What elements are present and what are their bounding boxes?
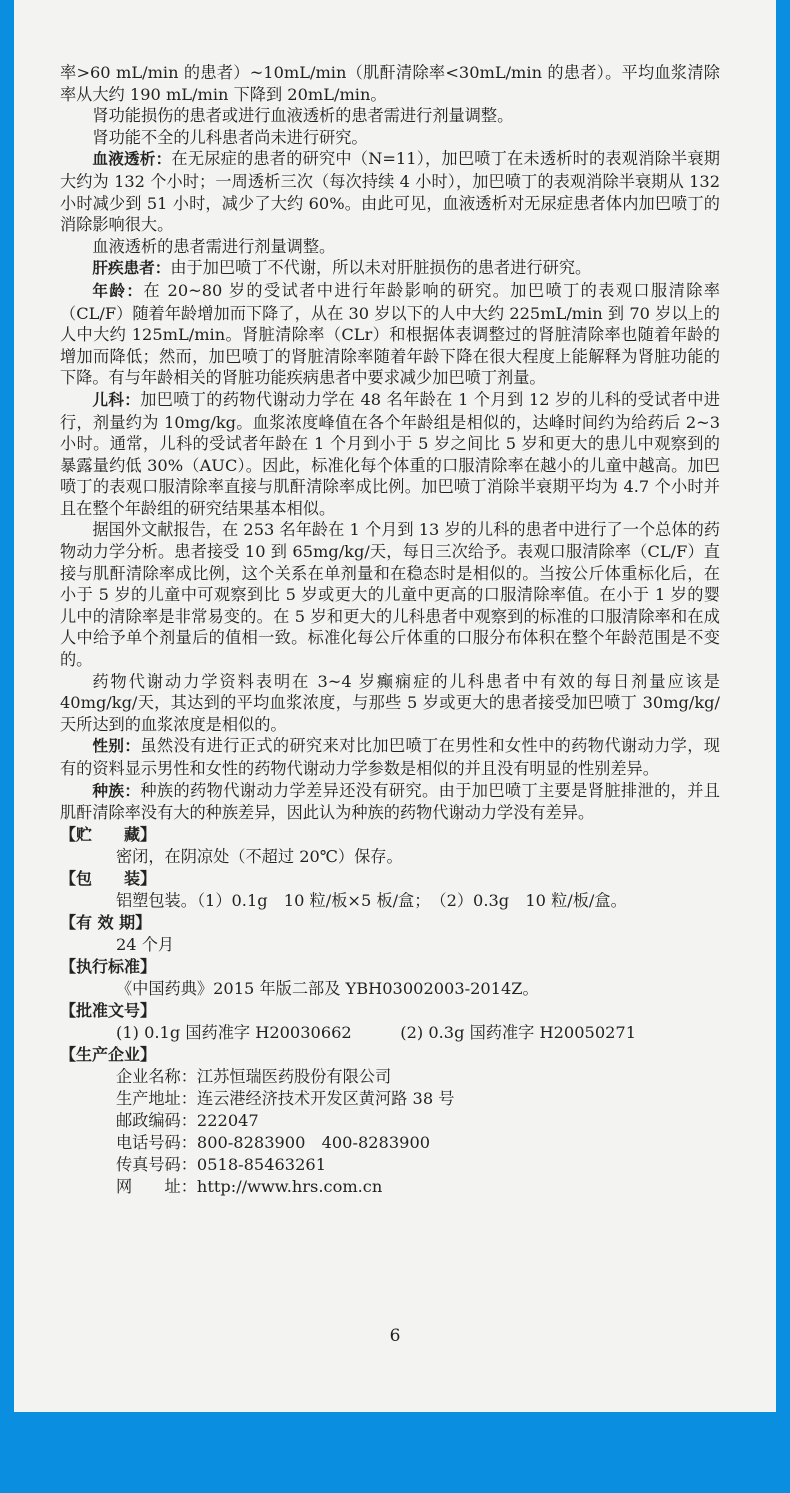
paragraph-hemodialysis bbox=[60, 148, 720, 235]
company-postcode: 邮政编码：222047 bbox=[116, 1110, 259, 1130]
hepatic-text: 由于加巴喷丁不代谢，所以未对肝脏损伤的患者进行研究。 bbox=[170, 258, 592, 278]
package-heading: 【包 装】 bbox=[60, 868, 157, 888]
paragraph-renal-adjust: 肾功能损伤的患者或进行血液透析的患者需进行剂量调整。 bbox=[92, 106, 514, 126]
race-text: 种族的药物代谢动力学差异还没有研究。由于加巴喷丁主要是肾脏排泄的，并且肌酐清除率没有大的种族差异，因此认为种族的药物代谢动力学没有差异。 bbox=[60, 780, 720, 823]
hemodialysis-label: 血液透析： bbox=[92, 150, 172, 169]
race-label: 种族： bbox=[92, 781, 141, 800]
storage-heading: 【贮 藏】 bbox=[60, 824, 157, 844]
validity-text: 24 个月 bbox=[116, 934, 175, 954]
storage-text: 密闭，在阴凉处（不超过 20℃）保存。 bbox=[116, 846, 403, 866]
company-website: 网 址：http://www.hrs.com.cn bbox=[116, 1176, 383, 1196]
hemodialysis-text: 在无尿症的患者的研究中（N=11），加巴喷丁在未透析时的表观消除半衰期大约为 132 个小时；一周透析三次（每次持续 4 小时），加巴喷丁的表观消除半衰期从 132 小时减少到 51 小时，减少了大约 60%。由此可见，血液透析对无尿症患者体内加巴喷丁的消除影响很大。 bbox=[60, 149, 720, 235]
gender-label: 性别： bbox=[92, 737, 141, 756]
paragraph-pk-data: 药物代谢动力学资料表明在 3~4 岁癫痫症的儿科患者中有效的每日剂量应该是 40mg/kg/天，其达到的平均血浆浓度，与那些 5 岁或更大的患者接受加巴喷丁 30mg/kg/天所达到的血浆浓度是相似的。 bbox=[60, 671, 720, 734]
paragraph-clearance: 率>60 mL/min 的患者）~10mL/min（肌酐清除率<30mL/min 的患者）。平均血浆清除率从大约 190 mL/min 下降到 20mL/min。 bbox=[60, 63, 720, 104]
paragraph-hepatic bbox=[60, 257, 720, 280]
paragraph-age bbox=[60, 280, 720, 389]
gender-text: 虽然没有进行正式的研究来对比加巴喷丁在男性和女性中的药物代谢动力学，现有的资料显示男性和女性的药物代谢动力学参数是相似的并且没有明显的性别差异。 bbox=[60, 736, 720, 778]
paragraph-gender bbox=[60, 735, 720, 779]
document-body bbox=[60, 62, 720, 1198]
company-heading: 【生产企业】 bbox=[60, 1044, 157, 1064]
company-address: 生产地址：连云港经济技术开发区黄河路 38 号 bbox=[116, 1088, 455, 1108]
hepatic-label: 肝疾患者： bbox=[92, 259, 171, 278]
company-fax: 传真号码：0518-85463261 bbox=[116, 1154, 326, 1174]
right-border bbox=[776, 0, 790, 1412]
left-border bbox=[0, 0, 14, 1412]
company-phone: 电话号码：800-8283900 400-8283900 bbox=[116, 1132, 431, 1152]
page-number: 6 bbox=[389, 1326, 401, 1346]
standard-heading: 【执行标准】 bbox=[60, 956, 157, 976]
bottom-band bbox=[0, 1412, 790, 1493]
pediatrics-label: 儿科： bbox=[92, 390, 141, 409]
approval-text: (1) 0.1g 国药准字 H20030662 (2) 0.3g 国药准字 H20050271 bbox=[116, 1022, 637, 1042]
paragraph-dialysis-adjust: 血液透析的患者需进行剂量调整。 bbox=[92, 236, 336, 256]
package-text: 铝塑包装。（1）0.1g 10 粒/板×5 板/盒； （2）0.3g 10 粒/板/盒。 bbox=[116, 890, 627, 910]
age-text: 在 20~80 岁的受试者中进行年龄影响的研究。加巴喷丁的表观口服清除率（CL/F）随着年龄增加而下降了，从在 30 岁以下的人中大约 225mL/min 到 70 岁以上的人中大约 125mL/min。肾脏清除率（CLr）和根据体表调整过的肾脏清除率也随着年龄的增加而降低；然而，加巴喷丁的肾脏清除率随着年龄下降在很大程度上能解释为肾脏功能的下降。有与年龄相关的肾脏功能疾病患者中要求减少加巴喷丁剂量。 bbox=[60, 280, 720, 388]
company-name: 企业名称：江苏恒瑞医药股份有限公司 bbox=[116, 1066, 392, 1086]
paragraph-foreign-report: 据国外文献报告，在 253 名年龄在 1 个月到 13 岁的儿科的患者中进行了一个总体的药物动力学分析。患者接受 10 到 65mg/kg/天，每日三次给予。表观口服清除率（CL/F）直接与肌酐清除率成比例，这个关系在单剂量和在稳态时是相似的。当按公斤体重标化后，在小于 5 岁的儿童中可观察到比 5 岁或更大的儿童中更高的口服清除率值。在小于 1 岁的婴儿中的清除率是非常易变的。在 5 岁和更大的儿科患者中观察到的标准的口服清除率和在成人中给予单个剂量后的值相一致。标准化每公斤体重的口服分布体积在整个年龄范围是不变的。 bbox=[60, 520, 720, 670]
paragraph-pediatrics bbox=[60, 389, 720, 520]
validity-heading: 【有 效 期】 bbox=[60, 912, 152, 932]
age-label: 年龄： bbox=[92, 281, 144, 300]
paragraph-race bbox=[60, 780, 720, 824]
pediatrics-text: 加巴喷丁的药物代谢动力学在 48 名年龄在 1 个月到 12 岁的儿科的受试者中进行，剂量约为 10mg/kg。血浆浓度峰值在各个年龄组是相似的，达峰时间约为给药后 2~3 小时。通常，儿科的受试者年龄在 1 个月到小于 5 岁之间比 5 岁和更大的患儿中观察到的暴露量约低 30%（AUC）。因此，标准化每个体重的口服清除率在越小的儿童中越高。加巴喷丁的表观口服清除率直接与肌酐清除率成比例。加巴喷丁消除半衰期平均为 4.7 个小时并且在整个年龄组的研究结果基本相似。 bbox=[60, 389, 720, 518]
standard-text: 《中国药典》2015 年版二部及 YBH03002003-2014Z。 bbox=[116, 978, 539, 998]
approval-heading: 【批准文号】 bbox=[60, 1000, 157, 1020]
paragraph-pediatric-renal: 肾功能不全的儿科患者尚未进行研究。 bbox=[92, 127, 368, 147]
